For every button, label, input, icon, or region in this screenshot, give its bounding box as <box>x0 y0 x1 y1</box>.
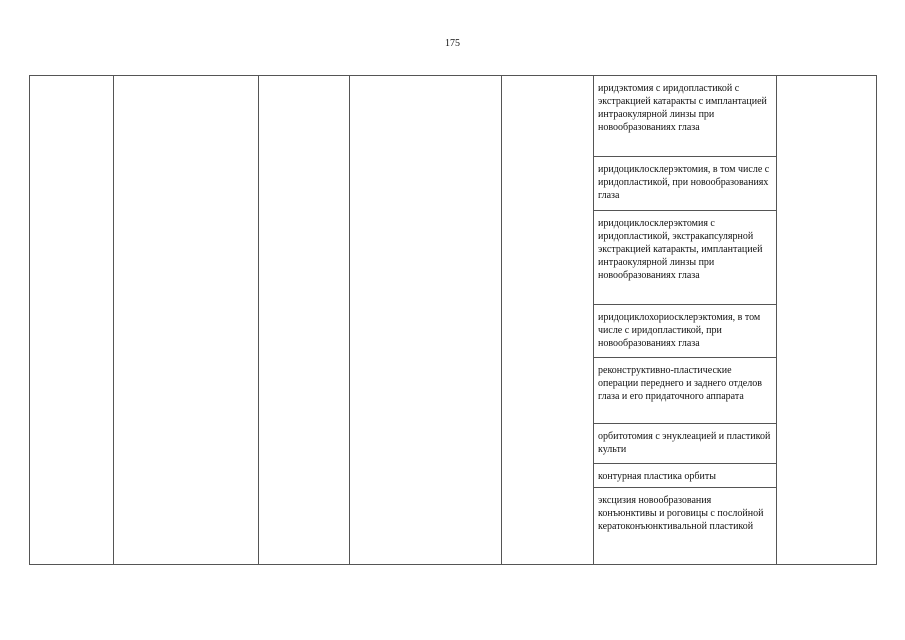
table-row <box>30 76 877 157</box>
procedure-cell <box>594 157 777 211</box>
table-cell-empty-col-5 <box>502 76 594 565</box>
table-cell-empty-col-3 <box>259 76 350 565</box>
procedure-cell <box>594 424 777 464</box>
procedure-cell <box>594 358 777 424</box>
procedure-text: орбитотомия с энуклеацией и пластикой культи <box>598 431 771 455</box>
procedure-text: иридоциклосклерэктомия с иридопластикой, экстракапсулярной экстракцией катаракты, имплантацией интраокулярной линзы при новообразованиях глаза <box>598 218 763 281</box>
table-cell-empty-col-7 <box>777 76 877 565</box>
page-number: 175 <box>445 38 460 49</box>
table-cell-empty-col-1 <box>30 76 114 565</box>
procedure-text: реконструктивно-пластические операции переднего и заднего отделов глаза и его придаточного аппарата <box>598 365 762 402</box>
table-cell-empty-col-2 <box>114 76 259 565</box>
procedure-cell <box>594 76 777 157</box>
table-cell-empty-col-4 <box>350 76 502 565</box>
procedure-text: иридоциклосклерэктомия, в том числе с иридопластикой, при новообразованиях глаза <box>598 164 770 201</box>
procedure-cell <box>594 305 777 358</box>
procedure-text: иридоциклохориосклерэктомия, в том числе с иридопластикой, при новообразованиях глаза <box>598 312 761 349</box>
procedure-cell <box>594 488 777 565</box>
procedure-cell <box>594 464 777 488</box>
procedure-cell <box>594 211 777 305</box>
procedure-text: контурная пластика орбиты <box>598 471 716 482</box>
procedure-text: иридэктомия с иридопластикой с экстракцией катаракты с имплантацией интраокулярной линзы при новообразованиях глаза <box>598 83 767 133</box>
procedure-text: эксцизия новообразования конъюнктивы и роговицы с послойной кератоконъюнктивальной пластикой <box>598 495 764 532</box>
procedures-table <box>29 75 877 565</box>
